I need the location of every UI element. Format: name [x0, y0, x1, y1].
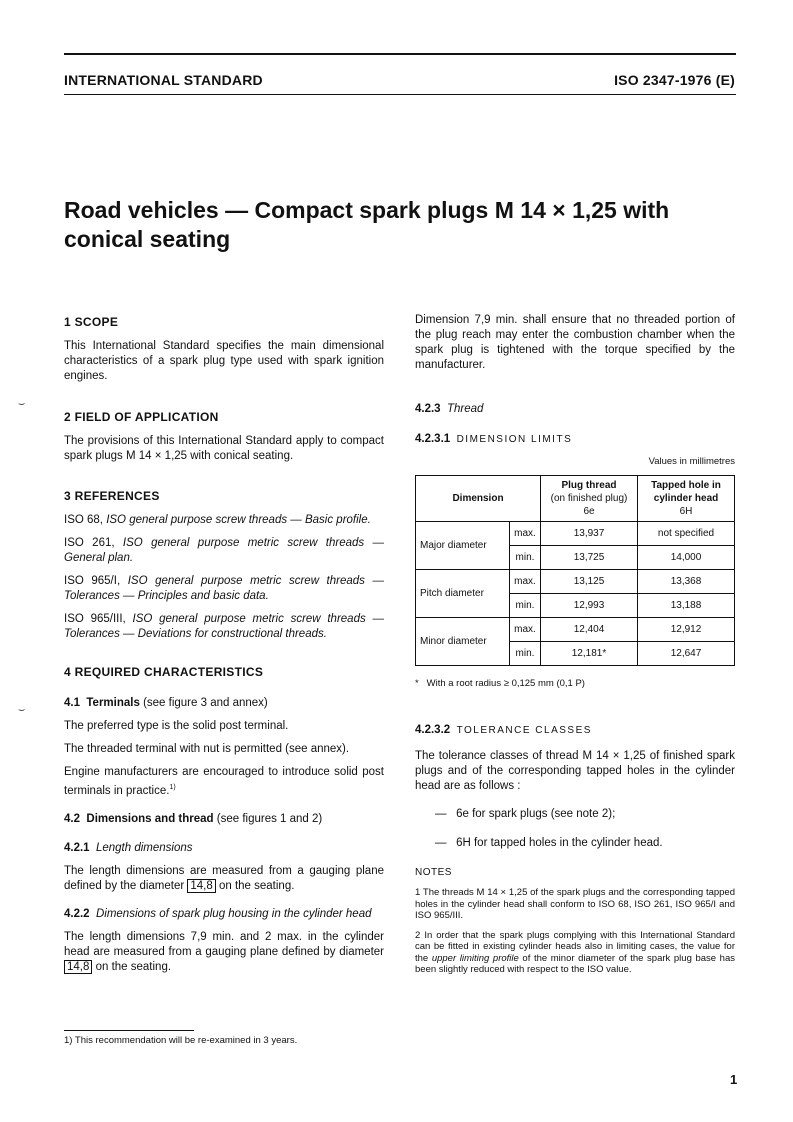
notes-section	[415, 865, 735, 976]
table-cell: 13,937	[541, 522, 638, 546]
section-title: Dimensions of spark plug housing in the cylinder head	[95, 907, 372, 920]
header-text: (on finished plug)	[550, 493, 628, 504]
section-4-2-heading	[64, 812, 384, 827]
note-2	[415, 930, 735, 976]
section-4-2-3-2-heading	[415, 723, 735, 738]
reference-number: ISO 965/I,	[64, 575, 128, 587]
section-number: 4.1	[64, 697, 80, 709]
limit-label: max.	[510, 522, 541, 546]
limit-label: min.	[510, 594, 541, 618]
right-column	[415, 313, 735, 976]
margin-mark: ⌣	[18, 704, 26, 716]
reference-number: ISO 965/III,	[64, 613, 133, 625]
reference-item	[64, 536, 384, 566]
table-cell: 13,188	[638, 594, 735, 618]
section-title: Terminals	[86, 697, 140, 709]
table-footnote	[415, 676, 735, 691]
header-bottom-rule	[64, 94, 736, 95]
para-text: The length dimensions 7,9 min. and 2 max. in the cylinder head are measured from a gauging plane defined by diameter	[64, 930, 384, 958]
limit-label: min.	[510, 546, 541, 570]
title-line-2: conical seating	[64, 226, 231, 252]
tolerance-text: The tolerance classes of thread M 14 × 1,25 of finished spark plugs and of the corresponding tapped holes in the cylinder head are as follows :	[415, 750, 735, 792]
header-text: 6e	[583, 506, 595, 517]
table-row	[416, 522, 735, 546]
tolerance-list-item: — 6e for spark plugs (see note 2);	[435, 808, 616, 820]
section-number: 4.2.3	[415, 403, 441, 415]
dimension-limits-table	[415, 475, 735, 666]
reference-title: ISO general purpose metric screw threads — Tolerances — Principles and basic data.	[64, 575, 384, 602]
section-2-heading: 2 FIELD OF APPLICATION	[64, 410, 219, 424]
header-plug-thread	[541, 476, 638, 522]
section-4-1-para-3	[64, 765, 384, 799]
reference-item	[64, 513, 384, 528]
table-cell: 12,181*	[541, 642, 638, 666]
dimension-intro-text: Dimension 7,9 min. shall ensure that no threaded portion of the plug reach may enter the combustion chamber when the spark plug is tightened with the torque specified by the manufacturer.	[415, 314, 735, 371]
section-title: TOLERANCE CLASSES	[456, 725, 592, 736]
para-text: on the seating.	[215, 879, 295, 892]
section-number: 4.2.3.2	[415, 724, 451, 736]
section-title: Dimensions and thread	[86, 812, 214, 825]
section-2-text: The provisions of this International Standard apply to compact spark plugs M 14 × 1,25 with conical seating.	[64, 435, 384, 462]
header-text: Tapped hole in	[651, 480, 721, 491]
section-4-1-heading	[64, 696, 384, 711]
notes-heading: NOTES	[415, 867, 452, 878]
boxed-dimension: 14,8	[64, 960, 92, 974]
section-3-heading: 3 REFERENCES	[64, 489, 160, 503]
section-title: DIMENSION LIMITS	[456, 434, 573, 445]
table-cell: 13,368	[638, 570, 735, 594]
header-document-id: ISO 2347-1976 (E)	[614, 72, 735, 88]
tolerance-list-item: — 6H for tapped holes in the cylinder head.	[435, 837, 663, 849]
list-item-text: 6e for spark plugs (see note 2);	[456, 808, 616, 820]
section-4-1-para-1: The preferred type is the solid post terminal.	[64, 720, 289, 732]
footnote-ref: 1)	[169, 784, 176, 791]
section-number: 4.2.2	[64, 907, 90, 920]
reference-title: ISO general purpose metric screw threads — Tolerances — Deviations for constructional threads.	[64, 613, 384, 640]
row-label: Major diameter	[416, 522, 510, 570]
table-cell: 12,404	[541, 618, 638, 642]
para-text: The length dimensions are measured from a gauging plane defined by the diameter	[64, 864, 384, 892]
row-label: Minor diameter	[416, 618, 510, 666]
para-text: on the seating.	[92, 960, 172, 973]
table-cell: 12,912	[638, 618, 735, 642]
section-4-2-3-1-heading	[415, 432, 735, 447]
reference-number: ISO 261,	[64, 537, 123, 549]
header-top-rule	[64, 53, 736, 55]
units-note: Values in millimetres	[648, 456, 735, 467]
section-number: 4.2.1	[64, 841, 90, 854]
row-label: Pitch diameter	[416, 570, 510, 618]
header-text: Plug thread	[561, 480, 617, 491]
margin-mark: ⌣	[18, 398, 26, 410]
table-row	[416, 570, 735, 594]
limit-label: min.	[510, 642, 541, 666]
section-ref: (see figures 1 and 2)	[213, 812, 323, 825]
para-text: Engine manufacturers are encouraged to introduce solid post terminals in practice.	[64, 766, 384, 797]
section-number: 4.2	[64, 812, 80, 825]
table-cell: 13,725	[541, 546, 638, 570]
section-4-2-2-heading	[64, 907, 384, 922]
limit-label: max.	[510, 570, 541, 594]
table-cell: not specified	[638, 522, 735, 546]
section-1-heading: 1 SCOPE	[64, 315, 119, 329]
reference-item	[64, 574, 384, 604]
note-text: of the minor diameter of the spark plug base has been slightly reduced with respect to the ISO value.	[415, 952, 735, 975]
page-number: 1	[730, 1072, 738, 1087]
reference-title: ISO general purpose metric screw threads — General plan.	[64, 537, 384, 564]
section-title: Length dimensions	[95, 841, 193, 854]
header-text: 6H	[679, 506, 693, 517]
reference-title: ISO general purpose screw threads — Basic profile.	[106, 514, 371, 526]
section-title: Thread	[446, 403, 484, 415]
header-standard-label: INTERNATIONAL STANDARD	[64, 72, 263, 88]
section-1-text: This International Standard specifies the main dimensional characteristics of a spark plug type used with spark ignition engines.	[64, 340, 384, 382]
reference-number: ISO 68,	[64, 514, 107, 526]
note-emphasis: upper limiting profile	[431, 952, 519, 964]
header-text: cylinder head	[653, 493, 719, 504]
footnote: 1) This recommendation will be re-examined in 3 years.	[64, 1035, 298, 1046]
table-cell: 12,647	[638, 642, 735, 666]
left-column	[64, 315, 384, 975]
asterisk-marker: *	[415, 678, 427, 689]
header-dimension: Dimension	[416, 476, 541, 522]
section-4-2-3-heading	[415, 402, 735, 417]
section-number: 4.2.3.1	[415, 433, 451, 445]
table-cell: 14,000	[638, 546, 735, 570]
note-1: 1 The threads M 14 × 1,25 of the spark plugs and the corresponding tapped holes in the cylinder head shall conform to ISO 68, ISO 261, ISO 965/I and ISO 965/III.	[415, 887, 735, 921]
list-item-text: 6H for tapped holes in the cylinder head.	[456, 837, 663, 849]
table-cell: 12,993	[541, 594, 638, 618]
table-row	[416, 618, 735, 642]
boxed-dimension: 14,8	[187, 879, 215, 893]
section-4-2-1-text	[64, 864, 384, 894]
section-4-2-1-heading	[64, 841, 384, 856]
table-header-row	[416, 476, 735, 522]
header-tapped-hole	[638, 476, 735, 522]
footnote-rule	[64, 1030, 194, 1031]
section-4-2-2-text	[64, 930, 384, 975]
page-title	[64, 196, 704, 254]
section-ref: (see figure 3 and annex)	[139, 697, 268, 709]
title-line-1: Road vehicles — Compact spark plugs M 14 × 1,25 with	[64, 197, 670, 223]
reference-item	[64, 612, 384, 642]
section-4-heading: 4 REQUIRED CHARACTERISTICS	[64, 665, 264, 679]
note-text: 2 In order that the spark plugs complying with this International Standard can be fitted in existing cylinder heads also in limiting cases, the value for the	[415, 929, 735, 964]
table-cell: 13,125	[541, 570, 638, 594]
section-4-1-para-2: The threaded terminal with nut is permitted (see annex).	[64, 743, 350, 755]
limit-label: max.	[510, 618, 541, 642]
table-footnote-text: With a root radius ≥ 0,125 mm (0,1 P)	[426, 678, 585, 689]
